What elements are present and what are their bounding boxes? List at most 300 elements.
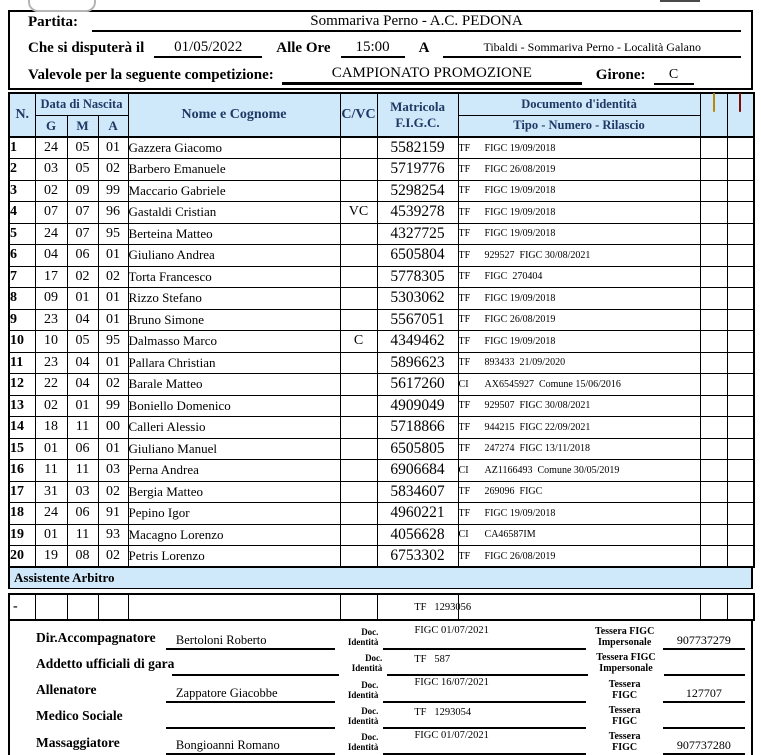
red-card-cell (727, 309, 754, 331)
red-card-cell (727, 223, 754, 245)
tessera-label (586, 731, 662, 755)
birth-year: 02 (98, 159, 128, 181)
player-number: 3 (9, 180, 35, 202)
yellow-card-cell (700, 309, 727, 331)
col-header-name: Nome e Cognome (128, 93, 340, 137)
matricola-figc: 6505804 (377, 245, 458, 267)
document-detail: AX6545927 Comune 15/06/2016 (484, 378, 621, 390)
tessera-label (588, 652, 664, 676)
red-card-cell (727, 202, 754, 224)
document-type: TF (458, 550, 471, 562)
document-cell (458, 481, 700, 503)
venue-field: Tibaldi - Sommariva Perno - Località Galano (443, 41, 741, 58)
doc-label-line1: Doc. (361, 705, 379, 716)
competition-field: CAMPIONATO PROMOZIONE (282, 65, 582, 85)
player-row (9, 288, 754, 310)
player-name: Berteina Matteo (128, 223, 340, 245)
roster-header (9, 93, 754, 137)
captain-flag (340, 137, 377, 159)
empty-cell (700, 594, 727, 620)
partita-line (28, 13, 741, 32)
birth-year: 01 (98, 309, 128, 331)
birth-year: 03 (98, 460, 128, 482)
player-name: Barale Matteo (128, 374, 340, 396)
red-card-cell (727, 245, 754, 267)
captain-flag (340, 288, 377, 310)
document-cell (458, 245, 700, 267)
document-type: TF (458, 357, 471, 369)
yellow-card-cell (700, 352, 727, 374)
tessera-label-line2: FIGC (612, 742, 638, 753)
tessera-label-line2: FIGC (612, 715, 638, 727)
captain-flag (340, 546, 377, 568)
top-strip (0, 0, 761, 10)
date-field: 01/05/2022 (154, 39, 262, 58)
player-number: 2 (9, 159, 35, 181)
assistente-arbitro-row (8, 593, 755, 621)
document-cell (458, 438, 700, 460)
matricola-figc: 5567051 (377, 309, 458, 331)
birth-month: 09 (67, 180, 98, 202)
document-type: TF (458, 335, 471, 347)
col-header-number: N. (9, 93, 35, 137)
matricola-figc: 5298254 (377, 180, 458, 202)
birth-month: 07 (67, 202, 98, 224)
player-number: 7 (9, 266, 35, 288)
birth-month: 07 (67, 223, 98, 245)
birth-day: 24 (35, 503, 67, 525)
red-card-icon (739, 93, 741, 112)
captain-flag (340, 180, 377, 202)
birth-month: 11 (67, 460, 98, 482)
player-row (9, 245, 754, 267)
official-name-field (172, 659, 339, 676)
birth-month: 11 (67, 417, 98, 439)
birth-year: 02 (98, 374, 128, 396)
document-detail: FIGC 19/09/2018 (484, 335, 556, 347)
birth-day: 31 (35, 481, 67, 503)
red-card-cell (727, 266, 754, 288)
birth-day: 11 (35, 460, 67, 482)
birth-month: 05 (67, 159, 98, 181)
matricola-figc: 5719776 (377, 159, 458, 181)
captain-flag (340, 417, 377, 439)
empty-cell (67, 594, 98, 620)
document-detail: FIGC 270404 (484, 271, 543, 283)
yellow-card-cell (700, 180, 727, 202)
document-detail: FIGC 19/09/2018 (484, 228, 556, 240)
doc-identita-label (339, 654, 387, 676)
document-type: TF (458, 142, 471, 154)
captain-flag (340, 266, 377, 288)
col-header-document-sub: Tipo - Numero - Rilascio (458, 115, 700, 137)
birth-day: 03 (35, 159, 67, 181)
tessera-label (586, 705, 662, 729)
matricola-figc: 5834607 (377, 481, 458, 503)
birth-day: 04 (35, 245, 67, 267)
document-cell (458, 180, 700, 202)
player-name: Boniello Domenico (128, 395, 340, 417)
captain-flag (340, 352, 377, 374)
player-number: 6 (9, 245, 35, 267)
document-detail: FIGC 19/09/2018 (484, 507, 556, 519)
birth-month: 04 (67, 374, 98, 396)
player-number: 19 (9, 524, 35, 546)
official-name-field: Bertoloni Roberto (166, 633, 335, 650)
birth-year: 95 (98, 223, 128, 245)
player-name: Gastaldi Cristian (128, 202, 340, 224)
birth-year: 02 (98, 546, 128, 568)
official-document-field (383, 695, 586, 755)
col-header-month: M (67, 115, 98, 137)
birth-year: 02 (98, 266, 128, 288)
tessera-label-line1: Tessera FIGC (594, 626, 655, 637)
col-header-captain: C/VC (340, 93, 377, 137)
yellow-card-cell (700, 245, 727, 267)
player-number: 9 (9, 309, 35, 331)
player-row (9, 352, 754, 374)
matricola-figc: 5617260 (377, 374, 458, 396)
official-doc-line2: FIGC 01/07/2021 (414, 624, 489, 636)
official-name-field: Bongioanni Romano (166, 738, 335, 755)
red-card-cell (727, 180, 754, 202)
yellow-card-cell (700, 503, 727, 525)
captain-flag (340, 223, 377, 245)
tessera-label-line1: Tessera (608, 678, 641, 690)
player-row (9, 202, 754, 224)
yellow-card-cell (700, 288, 727, 310)
tessera-number-field: 907737280 (663, 738, 745, 755)
doc-label-line1: Doc. (365, 653, 383, 664)
birth-year: 93 (98, 524, 128, 546)
document-cell (458, 417, 700, 439)
tessera-label-line1: Tessera FIGC (596, 652, 656, 664)
document-type: TF (458, 507, 471, 519)
tessera-label-line2: Impersonale (599, 663, 653, 675)
player-name: Rizzo Stefano (128, 288, 340, 310)
yellow-card-cell (700, 266, 727, 288)
yellow-card-cell (700, 524, 727, 546)
captain-flag (340, 460, 377, 482)
birth-year: 01 (98, 352, 128, 374)
birth-year: 96 (98, 202, 128, 224)
birth-year: 01 (98, 438, 128, 460)
birth-year: 02 (98, 481, 128, 503)
cut-off-tab-artifact (28, 0, 96, 12)
birth-year: 95 (98, 331, 128, 353)
document-cell (458, 395, 700, 417)
assistente-arbitro-band (8, 568, 753, 589)
document-detail: 929507 FIGC 30/08/2021 (484, 400, 591, 412)
birth-month: 05 (67, 331, 98, 353)
birth-month: 04 (67, 309, 98, 331)
assistente-dash: - (9, 594, 35, 620)
document-cell (458, 159, 700, 181)
player-number: 14 (9, 417, 35, 439)
player-name: Bruno Simone (128, 309, 340, 331)
birth-month: 06 (67, 503, 98, 525)
yellow-card-cell (700, 331, 727, 353)
doc-label-line1: Doc. (361, 679, 379, 690)
captain-flag (340, 374, 377, 396)
empty-cell (35, 594, 67, 620)
tessera-number-field: 127707 (663, 686, 745, 703)
captain-flag (340, 159, 377, 181)
official-role-label: Dir.Accompagnatore (36, 629, 156, 645)
player-number: 4 (9, 202, 35, 224)
document-type: TF (458, 292, 471, 304)
red-card-cell (727, 374, 754, 396)
player-number: 18 (9, 503, 35, 525)
birth-day: 01 (35, 524, 67, 546)
birth-month: 01 (67, 395, 98, 417)
tessera-label (586, 626, 662, 650)
player-name: Pallara Christian (128, 352, 340, 374)
birth-month: 01 (67, 288, 98, 310)
doc-identita-label (335, 707, 384, 729)
matricola-figc: 5778305 (377, 266, 458, 288)
date-label: Che si disputerà il (28, 40, 145, 57)
player-number: 10 (9, 331, 35, 353)
matricola-figc: 4960221 (377, 503, 458, 525)
tessera-label-line1: Tessera (608, 704, 641, 716)
red-card-cell (727, 137, 754, 159)
captain-flag (340, 309, 377, 331)
player-name: Pepino Igor (128, 503, 340, 525)
birth-day: 23 (35, 352, 67, 374)
document-cell (458, 266, 700, 288)
official-role-label: Addetto ufficiali di gara (36, 655, 175, 671)
document-type: TF (458, 443, 471, 455)
col-header-day: G (35, 115, 67, 137)
document-detail: FIGC 19/09/2018 (484, 142, 556, 154)
venue-label: A (418, 40, 430, 57)
document-cell (458, 546, 700, 568)
birth-year: 00 (98, 417, 128, 439)
document-type: TF (458, 206, 471, 218)
player-roster-table (8, 92, 755, 568)
col-header-year: A (98, 115, 128, 137)
player-number: 12 (9, 374, 35, 396)
captain-flag (340, 524, 377, 546)
document-type: TF (458, 421, 471, 433)
player-name: Perna Andrea (128, 460, 340, 482)
girone-field: C (654, 67, 694, 85)
player-name: Gazzera Giacomo (128, 137, 340, 159)
document-detail: FIGC 19/09/2018 (484, 292, 556, 304)
player-row (9, 331, 754, 353)
document-type: CI (458, 529, 469, 541)
yellow-card-cell (700, 417, 727, 439)
doc-identita-label (335, 628, 384, 650)
birth-month: 11 (67, 524, 98, 546)
birth-month: 06 (67, 245, 98, 267)
document-cell (458, 460, 700, 482)
document-type: TF (458, 249, 471, 261)
yellow-card-cell (700, 460, 727, 482)
document-type: TF (458, 228, 471, 240)
birth-day: 07 (35, 202, 67, 224)
birth-month: 06 (67, 438, 98, 460)
matricola-figc: 4349462 (377, 331, 458, 353)
player-row (9, 223, 754, 245)
yellow-card-cell (700, 202, 727, 224)
doc-identita-label (335, 681, 384, 703)
tessera-label-line1: Tessera (608, 731, 641, 742)
document-cell (458, 503, 700, 525)
cut-off-artifact (660, 0, 700, 2)
competition-line (28, 65, 741, 85)
yellow-card-cell (700, 223, 727, 245)
birth-year: 01 (98, 137, 128, 159)
document-detail: FIGC 19/09/2018 (484, 206, 556, 218)
player-row (9, 481, 754, 503)
birth-year: 01 (98, 245, 128, 267)
document-detail: FIGC 19/09/2018 (484, 185, 556, 197)
matricola-figc: 6906684 (377, 460, 458, 482)
yellow-card-cell (700, 546, 727, 568)
col-header-red-card (727, 93, 754, 137)
yellow-card-cell (700, 438, 727, 460)
partita-field: Sommariva Perno - A.C. PEDONA (92, 13, 741, 32)
roster-body (9, 137, 754, 567)
col-header-birthdate: Data di Nascita (35, 93, 128, 115)
document-detail: 929527 FIGC 30/08/2021 (484, 249, 591, 261)
document-type: CI (458, 464, 469, 476)
red-card-cell (727, 395, 754, 417)
empty-cell (727, 594, 754, 620)
red-card-cell (727, 524, 754, 546)
match-header (8, 10, 753, 90)
player-row (9, 137, 754, 159)
tessera-number-field (664, 660, 745, 676)
tessera-number-field: 907737279 (663, 633, 745, 650)
player-row (9, 180, 754, 202)
empty-cell (98, 594, 128, 620)
matricola-line1: Matricola (390, 99, 445, 115)
col-header-yellow-card (700, 93, 727, 137)
red-card-cell (727, 481, 754, 503)
document-cell (458, 374, 700, 396)
document-cell (458, 223, 700, 245)
red-card-cell (727, 352, 754, 374)
birth-day: 01 (35, 438, 67, 460)
birth-day: 24 (35, 137, 67, 159)
matricola-figc: 6753302 (377, 546, 458, 568)
official-doc-line1: TF 587 (414, 654, 451, 666)
player-name: Calleri Alessio (128, 417, 340, 439)
red-card-cell (727, 331, 754, 353)
empty-cell (340, 594, 377, 620)
player-number: 5 (9, 223, 35, 245)
document-detail: CA46587IM (484, 529, 536, 541)
player-name: Giuliano Manuel (128, 438, 340, 460)
captain-flag (340, 481, 377, 503)
birth-day: 10 (35, 331, 67, 353)
player-number: 16 (9, 460, 35, 482)
official-role-label: Allenatore (36, 682, 97, 697)
birth-year: 99 (98, 180, 128, 202)
doc-label-line1: Doc. (361, 627, 379, 638)
player-name: Petris Lorenzo (128, 546, 340, 568)
birth-year: 91 (98, 503, 128, 525)
birth-day: 02 (35, 180, 67, 202)
matricola-figc: 4327725 (377, 223, 458, 245)
time-field: 15:00 (341, 39, 405, 58)
player-row (9, 503, 754, 525)
birth-month: 02 (67, 266, 98, 288)
col-header-matricola (377, 93, 458, 137)
player-row (9, 395, 754, 417)
doc-label-line2: Identità (347, 715, 379, 726)
document-cell (458, 524, 700, 546)
assistente-arbitro-title: Assistente Arbitro (14, 570, 115, 585)
official-doc-line1: TF 1293056 (414, 601, 472, 613)
birth-day: 24 (35, 223, 67, 245)
matricola-line2: F.I.G.C. (395, 115, 440, 130)
document-detail: 247274 FIGC 13/11/2018 (484, 443, 590, 455)
player-name: Macagno Lorenzo (128, 524, 340, 546)
document-detail: AZ1166493 Comune 30/05/2019 (484, 464, 620, 476)
document-detail: 944215 FIGC 22/09/2021 (484, 421, 591, 433)
matricola-figc: 4909049 (377, 395, 458, 417)
yellow-card-cell (700, 481, 727, 503)
tessera-label (586, 679, 662, 703)
tessera-label-line2: Impersonale (597, 637, 652, 648)
player-name: Giuliano Andrea (128, 245, 340, 267)
document-detail: FIGC 26/08/2019 (484, 550, 556, 562)
birth-month: 04 (67, 352, 98, 374)
official-doc-line1: TF 1293054 (414, 706, 472, 718)
captain-flag (340, 395, 377, 417)
birth-day: 19 (35, 546, 67, 568)
player-row (9, 546, 754, 568)
document-type: CI (458, 378, 469, 390)
player-row (9, 266, 754, 288)
birth-day: 17 (35, 266, 67, 288)
captain-flag (340, 245, 377, 267)
matricola-figc: 6505805 (377, 438, 458, 460)
red-card-cell (727, 546, 754, 568)
document-type: TF (458, 400, 471, 412)
birth-month: 08 (67, 546, 98, 568)
captain-flag (340, 503, 377, 525)
player-number: 15 (9, 438, 35, 460)
birth-year: 01 (98, 288, 128, 310)
official-name-field (166, 712, 335, 729)
doc-label-line2: Identità (351, 663, 383, 674)
document-cell (458, 309, 700, 331)
document-cell (458, 288, 700, 310)
player-number: 8 (9, 288, 35, 310)
red-card-cell (727, 159, 754, 181)
matricola-figc: 5303062 (377, 288, 458, 310)
yellow-card-cell (700, 137, 727, 159)
player-number: 13 (9, 395, 35, 417)
captain-flag: C (340, 331, 377, 353)
doc-identita-label (335, 733, 384, 755)
partita-label: Partita: (28, 14, 78, 31)
col-header-document: Documento d'identità (458, 93, 700, 115)
matricola-figc: 5582159 (377, 137, 458, 159)
document-detail: 269096 FIGC (484, 486, 543, 498)
doc-label-line1: Doc. (361, 732, 379, 743)
time-label: Alle Ore (276, 40, 331, 57)
player-row (9, 374, 754, 396)
captain-flag (340, 438, 377, 460)
birth-year: 99 (98, 395, 128, 417)
birth-day: 18 (35, 417, 67, 439)
